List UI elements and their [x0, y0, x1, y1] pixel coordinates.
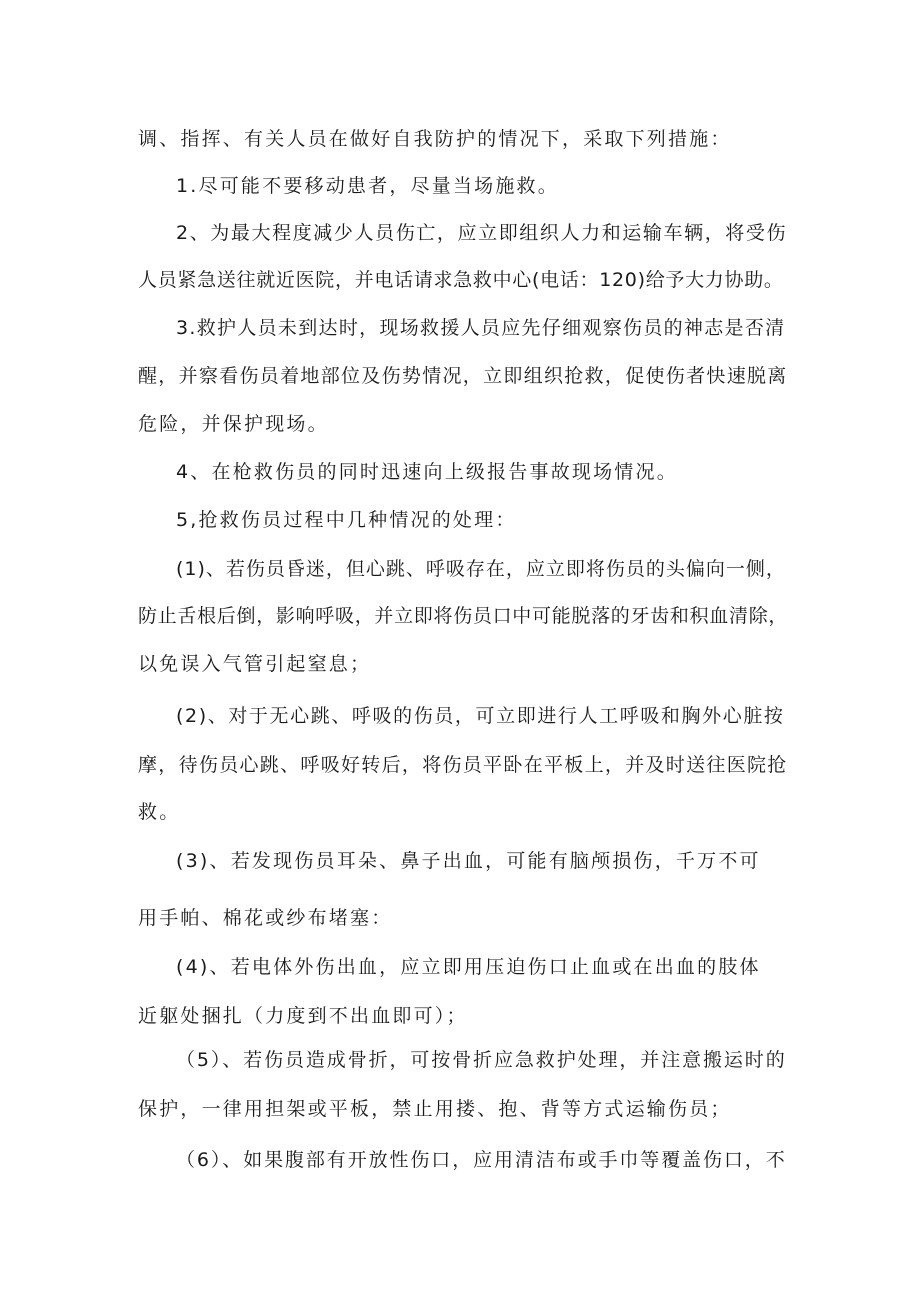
paragraph-line: 以免误入气管引起窒息； [138, 653, 372, 675]
paragraph-line: 救。 [138, 801, 181, 823]
paragraph-line: 防止舌根后倒，影响呼吸，并立即将伤员口中可能脱落的牙齿和积血清除， [138, 605, 789, 627]
paragraph-line: 2、为最大程度减少人员伤亡，应立即组织人力和运输车辆，将受伤 [176, 222, 788, 244]
paragraph-line: 近躯处捆扎（力度到不出血即可）； [138, 1005, 468, 1027]
paragraph-line: (4)、若电体外伤出血，应立即用压迫伤口止血或在出血的肢体 [176, 956, 761, 978]
paragraph-line: 摩，待伤员心跳、呼吸好转后，将伤员平卧在平板上，并及时送往医院抢 [138, 754, 788, 776]
paragraph-line: 保护，一律用担架或平板，禁止用搂、抱、背等方式运输伤员； [138, 1098, 732, 1120]
paragraph-line: （5）、若伤员造成骨折，可按骨折应急救护处理，并注意搬运时的 [176, 1049, 787, 1071]
paragraph-line: 4、在枪救伤员的同时迅速向上级报告事故现场情况。 [176, 461, 678, 483]
paragraph-line: (2)、对于无心跳、呼吸的伤员，可立即进行人工呼吸和胸外心脏按 [176, 705, 785, 727]
paragraph-line: （6）、如果腹部有开放性伤口，应用清洁布或手巾等覆盖伤口，不 [176, 1149, 787, 1171]
paragraph-line: 3.救护人员未到达时，现场救援人员应先仔细观察伤员的神志是否清 [176, 317, 786, 339]
paragraph-line: (1)、若伤员昏迷，但心跳、呼吸存在，应立即将伤员的头偏向一侧， [176, 558, 786, 580]
paragraph-line: 人员紧急送往就近医院，并电话请求急救中心(电话：120)给予大力协助。 [138, 269, 784, 291]
paragraph-line: 危险，并保护现场。 [138, 413, 329, 435]
paragraph-line: (3)、若发现伤员耳朵、鼻子出血，可能有脑颅损伤，千万不可 [176, 850, 761, 872]
paragraph-line: 醒，并察看伤员着地部位及伤势情况，立即组织抢救，促使伤者快速脱离 [138, 365, 788, 387]
paragraph-line: 1.尽可能不要移动患者，尽量当场施救。 [176, 175, 559, 197]
paragraph-line: 5,抢救伤员过程中几种情况的处理： [176, 509, 517, 531]
paragraph-line: 调、指挥、有关人员在做好自我防护的情况下，采取下列措施： [138, 128, 732, 150]
paragraph-line: 用手帕、棉花或纱布堵塞： [138, 907, 393, 929]
